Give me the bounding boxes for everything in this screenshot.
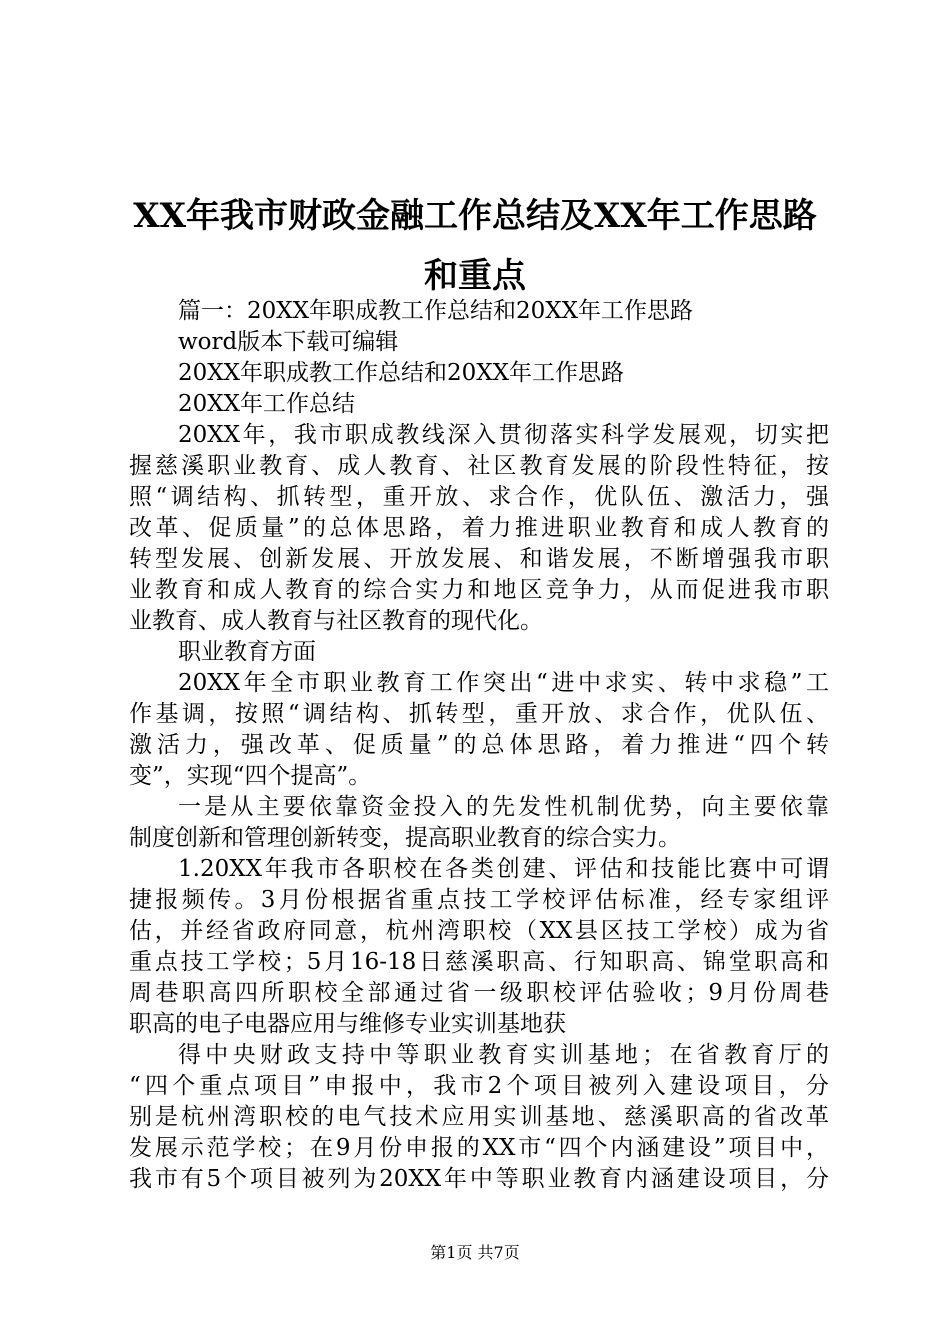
paragraph-line: 20XX年工作总结 [178,391,356,417]
paragraph-line: 一是从主要依靠资金投入的先发性机制优势，向主要依靠 [178,794,829,820]
paragraph-line: 握慈溪职业教育、成人教育、社区教育发展的阶段性特征，按 [129,453,829,479]
paragraph-line: 作基调，按照“调结构、抓转型，重开放、求合作，优队伍、 [129,701,829,727]
document-title-line-1: XX年我市财政金融工作总结及XX年工作思路 [133,196,817,236]
paragraph-line: 别是杭州湾职校的电气技术应用实训基地、慈溪职高的省改革 [129,1104,829,1130]
paragraph-line: word版本下载可编辑 [178,329,399,355]
paragraph-line: 激活力，强改革、促质量”的总体思路，着力推进“四个转 [129,732,829,758]
paragraph-line: 1.20XX年我市各职校在各类创建、评估和技能比赛中可谓 [178,856,829,882]
paragraph-line: 转型发展、创新发展、开放发展、和谐发展，不断增强我市职 [129,546,829,572]
paragraph-line: 20XX年全市职业教育工作突出“进中求实、转中求稳”工 [178,670,829,696]
section-heading: 职业教育方面 [178,639,316,665]
paragraph-line: 发展示范学校；在9月份申报的XX市“四个内涵建设”项目中， [129,1135,829,1161]
paragraph-line: 我市有5个项目被列为20XX年中等职业教育内涵建设项目，分 [129,1166,829,1192]
paragraph-line: 业教育、成人教育与社区教育的现代化。 [129,608,543,634]
paragraph-line: 估，并经省政府同意，杭州湾职校（XX县区技工学校）成为省 [129,918,829,944]
paragraph-line: 捷报频传。3月份根据省重点技工学校评估标准，经专家组评 [129,887,829,913]
paragraph-line: 照“调结构、抓转型，重开放、求合作，优队伍、激活力，强 [129,484,829,510]
paragraph-line: 业教育和成人教育的综合实力和地区竞争力，从而促进我市职 [129,577,829,603]
paragraph-line: 20XX年，我市职成教线深入贯彻落实科学发展观，切实把 [178,422,829,448]
paragraph-line: 职高的电子电器应用与维修专业实训基地获 [129,1011,566,1037]
paragraph-line: “四个重点项目”申报中，我市2个项目被列入建设项目，分 [129,1073,829,1099]
page-footer: 第1页 共7页 [430,1243,520,1262]
paragraph-line: 重点技工学校；5月16-18日慈溪职高、行知职高、锦堂职高和 [129,949,829,975]
paragraph-line: 周巷职高四所职校全部通过省一级职校评估验收；9月份周巷 [129,980,829,1006]
document-body [129,296,829,1195]
paragraph-line: 篇一：20XX年职成教工作总结和20XX年工作思路 [178,298,694,324]
paragraph-line: 制度创新和管理创新转变，提高职业教育的综合实力。 [129,825,681,851]
document-title-line-2: 和重点 [424,256,526,296]
paragraph-line: 20XX年职成教工作总结和20XX年工作思路 [178,360,625,386]
paragraph-line: 变”，实现“四个提高”。 [129,763,372,789]
paragraph-line: 得中央财政支持中等职业教育实训基地；在省教育厅的 [178,1042,829,1068]
paragraph-line: 改革、促质量”的总体思路，着力推进职业教育和成人教育的 [129,515,829,541]
